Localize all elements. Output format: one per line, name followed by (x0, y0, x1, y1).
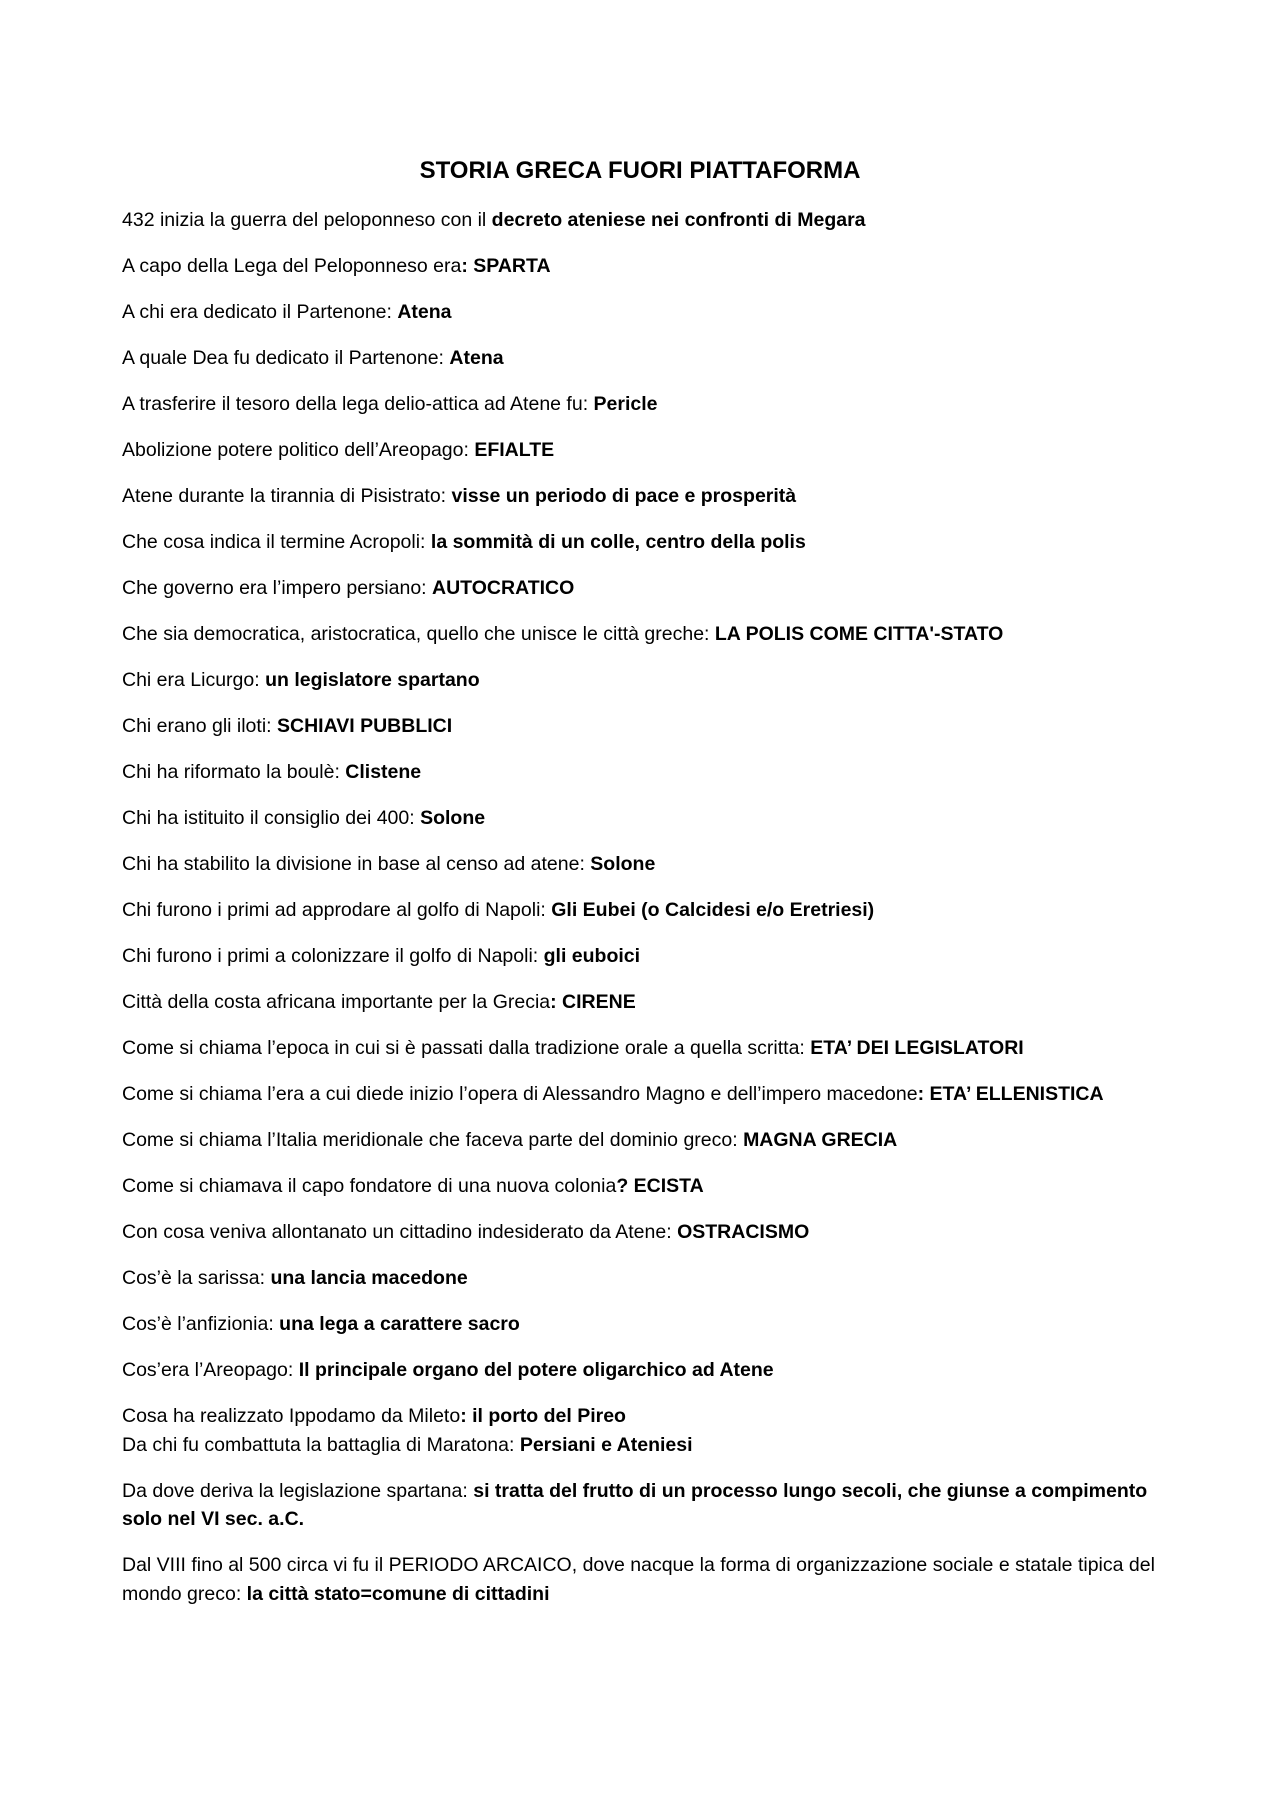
question-text: Cos’è la sarissa: (122, 1267, 271, 1289)
list-item (122, 988, 1162, 1017)
answer-text: gli euboici (543, 945, 641, 967)
list-item (122, 344, 1162, 373)
answer-text: Persiani e Ateniesi (519, 1433, 693, 1456)
list-item (122, 896, 1162, 925)
list-item (122, 1356, 1162, 1385)
answer-text: EFIALTE (474, 439, 555, 461)
list-item (122, 942, 1162, 971)
answer-text: si tratta del frutto di un processo lungo secoli, che giunse a compimento solo nel VI sec. a.C. (122, 1479, 1148, 1530)
page-title: STORIA GRECA FUORI PIATTAFORMA (419, 157, 861, 184)
list-item (122, 1310, 1162, 1339)
answer-text: Il principale organo del potere oligarchico ad Atene (298, 1359, 774, 1381)
list-item (122, 666, 1162, 695)
list-item (122, 1431, 1162, 1460)
answer-text: Clistene (345, 761, 422, 783)
answer-text: Pericle (593, 393, 658, 415)
answer-text: ? ECISTA (616, 1175, 704, 1197)
question-text: Chi furono i primi a colonizzare il golfo di Napoli: (122, 945, 544, 967)
answer-text: Atena (449, 347, 504, 369)
answer-text: : SPARTA (461, 255, 551, 277)
answer-text: Solone (590, 853, 656, 875)
question-text: Come si chiama l’era a cui diede inizio l’opera di Alessandro Magno e dell’impero macedone (122, 1083, 918, 1105)
list-item (122, 804, 1162, 833)
question-text: Che sia democratica, aristocratica, quello che unisce le città greche: (122, 623, 715, 645)
answer-text: Solone (420, 807, 486, 829)
answer-text: visse un periodo di pace e prosperità (451, 485, 797, 507)
question-text: Da chi fu combattuta la battaglia di Maratona: (122, 1433, 520, 1456)
list-item (122, 1402, 1162, 1431)
question-text: Come si chiama l’Italia meridionale che faceva parte del dominio greco: (122, 1129, 744, 1151)
qa-list (122, 206, 1162, 1626)
answer-text: Gli Eubei (o Calcidesi e/o Eretriesi) (551, 899, 875, 921)
question-text: Atene durante la tirannia di Pisistrato: (122, 485, 452, 507)
list-item (122, 206, 1162, 235)
question-text: Che cosa indica il termine Acropoli: (122, 531, 431, 553)
question-text: Cosa ha realizzato Ippodamo da Mileto (122, 1405, 461, 1427)
question-text: Chi ha stabilito la divisione in base al censo ad atene: (122, 853, 591, 875)
question-text: Con cosa veniva allontanato un cittadino indesiderato da Atene: (122, 1221, 678, 1243)
list-item (122, 1551, 1162, 1608)
list-item (122, 620, 1162, 649)
answer-text: : ETA’ ELLENISTICA (917, 1083, 1104, 1105)
question-text: Chi erano gli iloti: (122, 715, 277, 737)
question-text: A chi era dedicato il Partenone: (122, 301, 398, 323)
answer-text: un legislatore spartano (265, 669, 480, 691)
list-item (122, 712, 1162, 741)
question-text: Città della costa africana importante per la Grecia (122, 991, 551, 1013)
list-item (122, 850, 1162, 879)
list-item (122, 574, 1162, 603)
answer-text: SCHIAVI PUBBLICI (277, 715, 453, 737)
question-text: Come si chiamava il capo fondatore di una nuova colonia (122, 1175, 617, 1197)
question-text: Come si chiama l’epoca in cui si è passati dalla tradizione orale a quella scritta: (122, 1037, 811, 1059)
question-text: Che governo era l’impero persiano: (122, 577, 433, 599)
list-item (122, 1080, 1162, 1109)
question-text: Abolizione potere politico dell’Areopago: (122, 439, 475, 461)
list-item (122, 1126, 1162, 1155)
list-item (122, 1264, 1162, 1293)
question-text: Da dove deriva la legislazione spartana: (122, 1479, 474, 1502)
answer-text: : CIRENE (550, 991, 636, 1013)
question-text: 432 inizia la guerra del peloponneso con il (122, 209, 492, 231)
answer-text: la sommità di un colle, centro della polis (430, 531, 806, 553)
question-text: A trasferire il tesoro della lega delio-attica ad Atene fu: (122, 393, 594, 415)
list-item (122, 1218, 1162, 1247)
list-item (122, 1172, 1162, 1201)
answer-text: OSTRACISMO (677, 1221, 810, 1243)
answer-text: la città stato=comune di cittadini (246, 1582, 550, 1605)
question-text: Cos’è l’anfizionia: (122, 1313, 280, 1335)
question-text: Cos’era l’Areopago: (122, 1359, 299, 1381)
list-item (122, 298, 1162, 327)
question-text: Chi era Licurgo: (122, 669, 266, 691)
list-item (122, 482, 1162, 511)
question-text: A quale Dea fu dedicato il Partenone: (122, 347, 450, 369)
list-item (122, 528, 1162, 557)
answer-text: una lancia macedone (270, 1267, 468, 1289)
answer-text: AUTOCRATICO (432, 577, 575, 599)
list-item (122, 252, 1162, 281)
answer-text: decreto ateniese nei confronti di Megara (491, 209, 866, 231)
question-text: Dal VIII fino al 500 circa vi fu il PERIODO ARCAICO, dove nacque la forma di organizzazione sociale e statale tipica del mondo greco: (122, 1554, 1155, 1605)
answer-text: una lega a carattere sacro (279, 1313, 520, 1335)
list-item (122, 390, 1162, 419)
list-item (122, 436, 1162, 465)
answer-text: ETA’ DEI LEGISLATORI (810, 1037, 1024, 1059)
answer-text: LA POLIS COME CITTA'-STATO (714, 623, 1004, 645)
answer-text: Atena (397, 301, 452, 323)
question-text: Chi ha istituito il consiglio dei 400: (122, 807, 421, 829)
answer-text: : il porto del Pireo (460, 1405, 626, 1427)
list-item (122, 1477, 1162, 1534)
question-text: Chi furono i primi ad approdare al golfo di Napoli: (122, 899, 552, 921)
question-text: A capo della Lega del Peloponneso era (122, 255, 462, 277)
question-text: Chi ha riformato la boulè: (122, 761, 346, 783)
list-item (122, 758, 1162, 787)
list-item (122, 1034, 1162, 1063)
answer-text: MAGNA GRECIA (743, 1129, 898, 1151)
